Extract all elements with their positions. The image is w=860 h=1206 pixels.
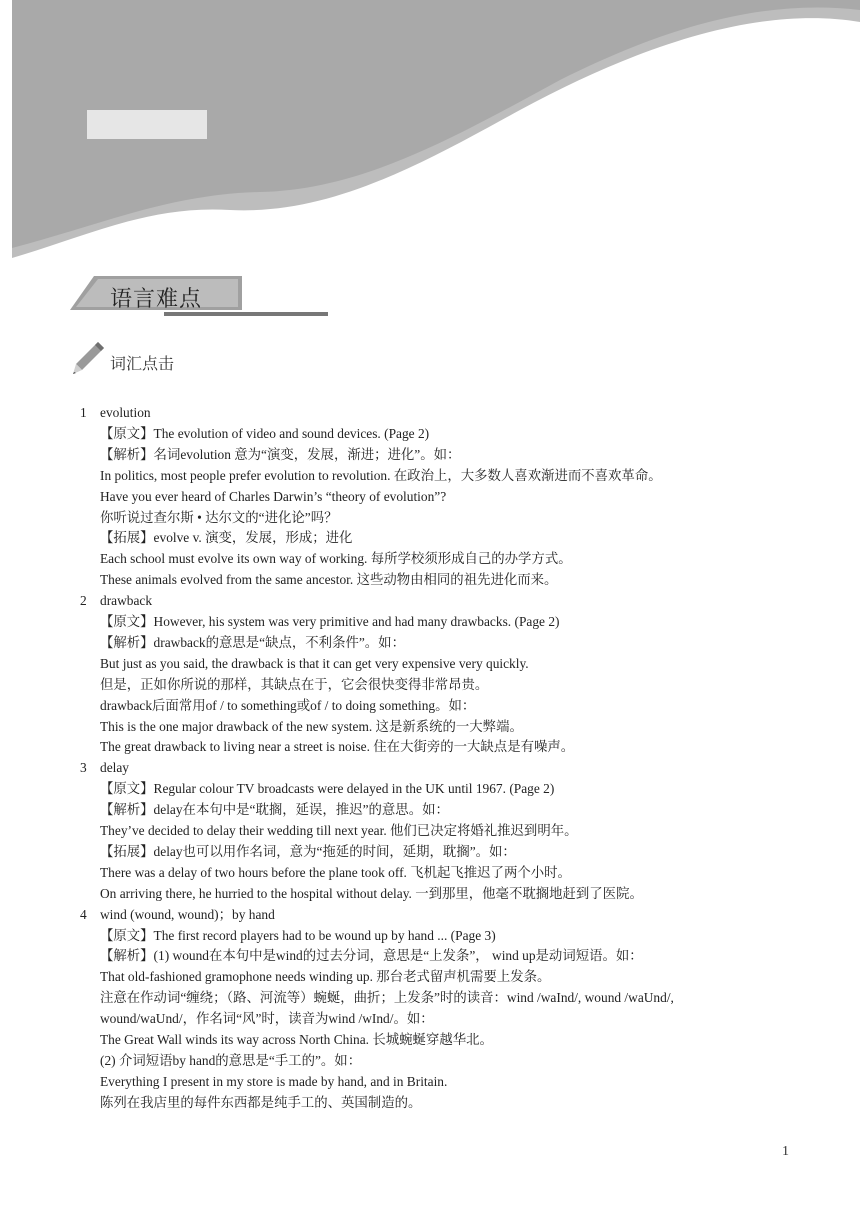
entry-line: 【解析】delay在本句中是“耽搁，延误，推迟”的意思。如： — [100, 802, 449, 818]
entry-line: This is the one major drawback of the new system. 这是新系统的一大弊端。 — [100, 718, 523, 734]
entry-line: There was a delay of two hours before the plane took off. 飞机起飞推迟了两个小时。 — [100, 864, 571, 880]
entry-line: Each school must evolve its own way of working. 每所学校须形成自己的办学方式。 — [100, 551, 572, 567]
entry-line: The Great Wall winds its way across North China. 长城蜿蜒穿越华北。 — [100, 1032, 493, 1047]
entry-line: In politics, most people prefer evolution to revolution. 在政治上，大多数人喜欢渐进而不喜欢革命。 — [100, 467, 662, 483]
entry-headword: delay — [100, 760, 129, 776]
entry-line: These animals evolved from the same ancestor. 这些动物由相同的祖先进化而来。 — [100, 572, 558, 588]
entry-line: 【拓展】delay也可以用作名词，意为“拖延的时间，延期，耽搁”。如： — [100, 843, 516, 859]
entry-line: 【解析】(1) wound在本句中是wind的过去分词，意思是“上发条”， wind up是动词短语。如： — [100, 948, 643, 964]
entry-line: 但是，正如你所说的那样，其缺点在于，它会很快变得非常昂贵。 — [100, 676, 489, 692]
entry-line: 你听说过查尔斯 • 达尔文的“进化论”吗？ — [100, 509, 338, 525]
entry-line: Have you ever heard of Charles Darwin’s “theory of evolution”? — [100, 488, 447, 504]
entry-number: 1 — [80, 405, 87, 420]
entry-headword-line — [80, 404, 151, 422]
entry-line: wound/waUnd/，作名词“风”时，读音为wind /wInd/。如： — [100, 1011, 434, 1027]
entry-number: 2 — [80, 593, 87, 609]
entry-line: 陈列在我店里的每件东西都是纯手工的、英国制造的。 — [100, 1094, 422, 1110]
section-title: 语言难点 — [110, 287, 203, 312]
page-number: 1 — [782, 1144, 789, 1159]
entry-headword-line — [80, 592, 152, 610]
entry-headword: evolution — [100, 405, 151, 420]
entry-line: On arriving there, he hurried to the hospital without delay. 一到那里，他毫不耽搁地赶到了医院。 — [100, 885, 643, 901]
entry-line: 【原文】However, his system was very primitive and had many drawbacks. (Page 2) — [100, 614, 560, 629]
pencil-icon — [72, 340, 106, 376]
entry-line: drawback后面常用of / to something或of / to doing something。如： — [100, 697, 476, 713]
entry-line: 【解析】名词evolution 意为“演变，发展，渐进；进化”。如： — [100, 446, 461, 462]
entry-number: 3 — [80, 760, 87, 776]
entry-headword: wind (wound, wound)；by hand — [100, 906, 275, 922]
entry-headword-line — [80, 759, 129, 777]
entry-line: (2) 介词短语by hand的意思是“手工的”。如： — [100, 1052, 362, 1068]
entry-line: 【解析】drawback的意思是“缺点，不利条件”。如： — [100, 634, 405, 650]
entry-line: But just as you said, the drawback is that it can get very expensive very quickly. — [100, 655, 529, 671]
entry-line: 【原文】The evolution of video and sound devices. (Page 2) — [100, 425, 430, 441]
entry-line: 【原文】Regular colour TV broadcasts were delayed in the UK until 1967. (Page 2) — [100, 781, 555, 797]
entry-line: That old-fashioned gramophone needs winding up. 那台老式留声机需要上发条。 — [100, 969, 551, 985]
entry-number: 4 — [80, 906, 87, 922]
subsection-title: 词汇点击 — [110, 354, 175, 373]
entry-line: 注意在作动词“缠绕；（路、河流等）蜿蜒，曲折；上发条”时的读音：wind /waInd/, wound /waUnd/, — [100, 990, 674, 1006]
entry-line: 【拓展】evolve v. 演变，发展，形成；进化 — [100, 530, 353, 546]
entry-line: Everything I present in my store is made by hand, and in Britain. — [100, 1073, 448, 1089]
entry-line: 【原文】The first record players had to be wound up by hand ... (Page 3) — [100, 927, 496, 943]
header-tag-box — [87, 110, 207, 139]
entry-line: The great drawback to living near a street is noise. 住在大街旁的一大缺点是有噪声。 — [100, 739, 575, 755]
entry-headword-line — [80, 906, 275, 924]
entry-line: They’ve decided to delay their wedding till next year. 他们已决定将婚礼推迟到明年。 — [100, 823, 578, 838]
entry-headword: drawback — [100, 593, 153, 609]
